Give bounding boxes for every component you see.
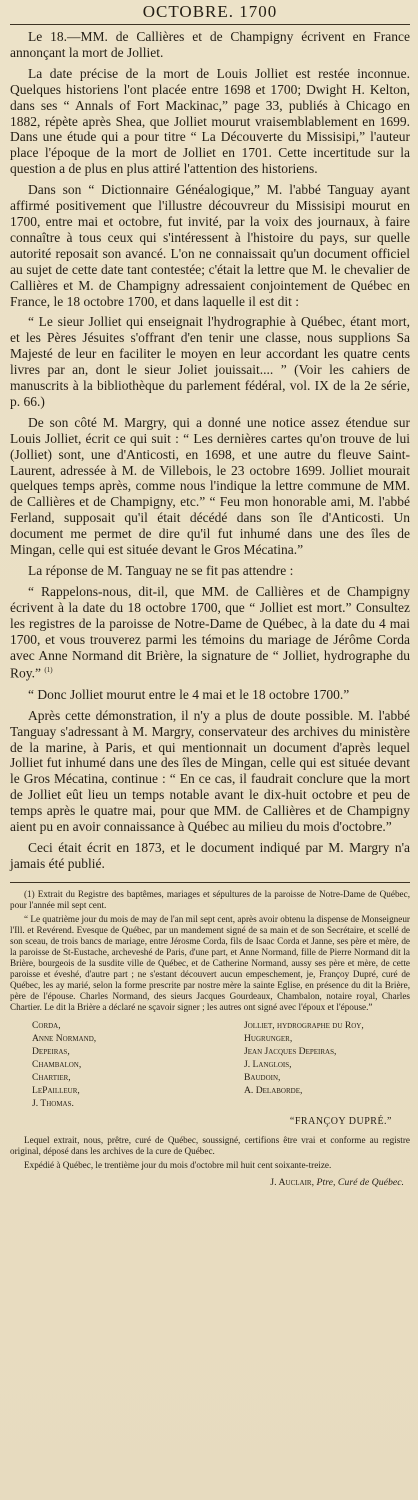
signatures-left <box>10 1019 202 1110</box>
signature-name: Anne Normand, <box>32 1032 97 1044</box>
signature-name: Baudoin, <box>244 1071 281 1083</box>
signature-name: Jean Jacques Depeiras, <box>244 1045 337 1057</box>
paragraph-1: Le 18.—MM. de Callières et de Champigny écrivent en France annonçant la mort de Jolliet. <box>10 29 410 60</box>
footnote-1: (1) Extrait du Registre des baptêmes, mariages et sépultures de la paroisse de Notre-Dame de Québec, pour l'année mil sept cent. <box>10 888 410 910</box>
footnote-2: “ Le quatrième jour du mois de may de l'an mil sept cent, après avoir obtenu la dispense de Monseigneur l'Ill. et Revérend. Evesque de Québec, par un mandement signé de sa main et de son Secrétaire, et scellé de son sceau, de trois bancs de mariage, entre Jérosme Corda, fils de Isaac Corda et Janne, ses père et mère, de la paroisse de St-Eustache, archeveshé de Paris, d'une part, et Anne Normand, fille de Pierre Normand dit la Brière, bourgeois de la susdite ville de Québec, et de Catherine Normand, aussy ses père et mère, de cette paroisse et éveshé, d'autre part ; ne s'estant découvert aucun empeschement, je, Françoy Dupré, curé de Québec, les ay marié, selon la forme prescrite par nostre mère la sainte Eglise, en présence du dit la Brière, père de l'épouse. Charles Normand, des sieurs Jacques Gourdeaux, Chambalon, notaire royal, Charles Chartier. Le dit la Brière a déclaré ne sçavoir signer ; les autres ont signé avec l'époux et l'épouse.” <box>10 913 410 1012</box>
signature-name: Hugrunger, <box>244 1032 293 1044</box>
quote-paragraph-1: “ Le sieur Jolliet qui enseignait l'hydrographie à Québec, étant mort, et les Pères Jésuites s'offrant d'en tenir une classe, nous supplions Sa Majesté de leur en faciliter le moyen en leur accordant les quatre cents livres par an, dont le sieur Joliet jouissait.... ” (Voir les cahiers de manuscrits à la bibliothèque du parlement fédéral, vol. IX de la 2e série, p. 66.) <box>10 314 410 409</box>
quote-text: “ Rappelons-nous, dit-il, que MM. de Callières et de Champigny écrivent à la date du 18 octobre 1700, que “ Jolliet est mort.” Consultez les registres de la paroisse de Notre-Dame de Québec, à la date du 4 mai 1700, et vous trouverez parmi les témoins du mariage de Jérôme Corda avec Anne Normand dit Brière, la signature de “ Jolliet, hydrographe du Roy.” <box>10 583 410 681</box>
paragraph-4: De son côté M. Margry, qui a donné une notice assez étendue sur Louis Jolliet, écrit ce qui suit : “ Les dernières cartes qu'on trouve de lui (Jolliet) sont, une d'Anticosti, en 1698, et une autre du fleuve Saint-Laurent, adressée à M. de Villebois, le 23 octobre 1699. Jolliet mourait quelques temps après, comme nous l'indique la lettre commune de MM. de Callières et de Champigny, etc.” “ Feu mon honorable ami, M. l'abbé Ferland, supposait qu'il était décédé dans son île d'Anticosti. Un document me permet de dire qu'il fut inhumé dans une des îles de Mingan, celle qui est située devant le Gros Mécatina.” <box>10 414 410 558</box>
certification-text: Lequel extrait, nous, prêtre, curé de Québec, soussigné, certifions être vrai et conforme au registre original, déposé dans les archives de la cure de Québec. <box>10 1134 410 1156</box>
footnote-reference: (1) <box>44 666 53 675</box>
page-header: OCTOBRE. 1700 <box>10 2 410 25</box>
paragraph-6: Après cette démonstration, il n'y a plus de doute possible. M. l'abbé Tanguay s'adressant à M. Margry, conservateur des archives du ministère de la marine, à Paris, et qui mentionnait un document d'après lequel Jolliet fut inhumé dans une des îles de Mingan, celle qui est située devant le Gros Mécatina, continue : “ En ce cas, il faudrait conclure que la mort de Jolliet eût lieu un temps notable avant le dix-huit octobre et peu de temps après le quatre mai, pour que MM. de Callières et de Champigny aient pu en avoir connaissance à Québec au milieu du mois d'octobre.” <box>10 707 410 835</box>
signature-name: J. Thomas. <box>32 1097 74 1109</box>
signature-name: LePailleur, <box>32 1084 80 1096</box>
paragraph-7: Ceci était écrit en 1873, et le document indiqué par M. Margry n'a jamais été publié. <box>10 840 410 871</box>
signature-name: J. Langlois, <box>244 1058 292 1070</box>
final-signature: “FRANÇOY DUPRÉ.” <box>289 1115 392 1127</box>
signoff-name: J. Auclair, <box>270 1176 315 1188</box>
article-body <box>10 29 410 872</box>
signature-name: Jolliet, hydrographe du Roy, <box>244 1019 364 1031</box>
signatures-table <box>10 1019 410 1110</box>
expedition-text: Expédié à Québec, le trentième jour du mois d'octobre mil huit cent soixante-treize. <box>24 1159 332 1170</box>
paragraph-3: Dans son “ Dictionnaire Généalogique,” M. l'abbé Tanguay ayant affirmé positivement que l'illustre découvreur du Missisipi mourut en 1700, entre mai et octobre, fut invité, par la voix des journaux, à faire connaître à tous ceux qui s'intéressent à l'histoire du pays, sur quelle autorité reposait son avancé. L'on ne connaissait qu'un document officiel au sujet de cette date tant contestée; c'était la lettre que M. le chevalier de Callières et M. de Champigny adressaient conjointement de Québec en France, le 18 octobre 1700, et dans laquelle il est dit : <box>10 182 410 309</box>
signature-name: Depeiras, <box>32 1045 70 1057</box>
paragraph-5: La réponse de M. Tanguay ne se fit pas attendre : <box>28 563 294 578</box>
footnotes <box>10 882 410 1188</box>
signoff-role: Ptre, Curé de Québec. <box>316 1176 404 1188</box>
signature-name: Chartier, <box>32 1071 71 1083</box>
signature-name: Corda, <box>32 1019 61 1031</box>
signoff <box>10 1177 404 1188</box>
signature-name: A. Delaborde, <box>244 1084 303 1096</box>
paragraph-2: La date précise de la mort de Louis Jolliet est restée inconnue. Quelques historiens l'ont placée entre 1698 et 1700; Dwight H. Kelton, dans ses “ Annals of Fort Mackinac,” page 33, publiés à Chicago en 1882, répète après Shea, que Jolliet mourut vraisemblablement en 1699. Dans une étude qui a pour titre “ La Découverte du Missisipi,” l'auteur place l'époque de la mort de Jolliet en 1701. Cette incertitude sur la question a de plus en plus attiré l'attention des historiens. <box>10 65 410 177</box>
quote-paragraph-3: “ Donc Jolliet mourut entre le 4 mai et le 18 octobre 1700.” <box>28 686 350 702</box>
signature-name: Chambalon, <box>32 1058 82 1070</box>
signatures-right <box>218 1019 410 1110</box>
quote-paragraph-2 <box>10 584 410 682</box>
